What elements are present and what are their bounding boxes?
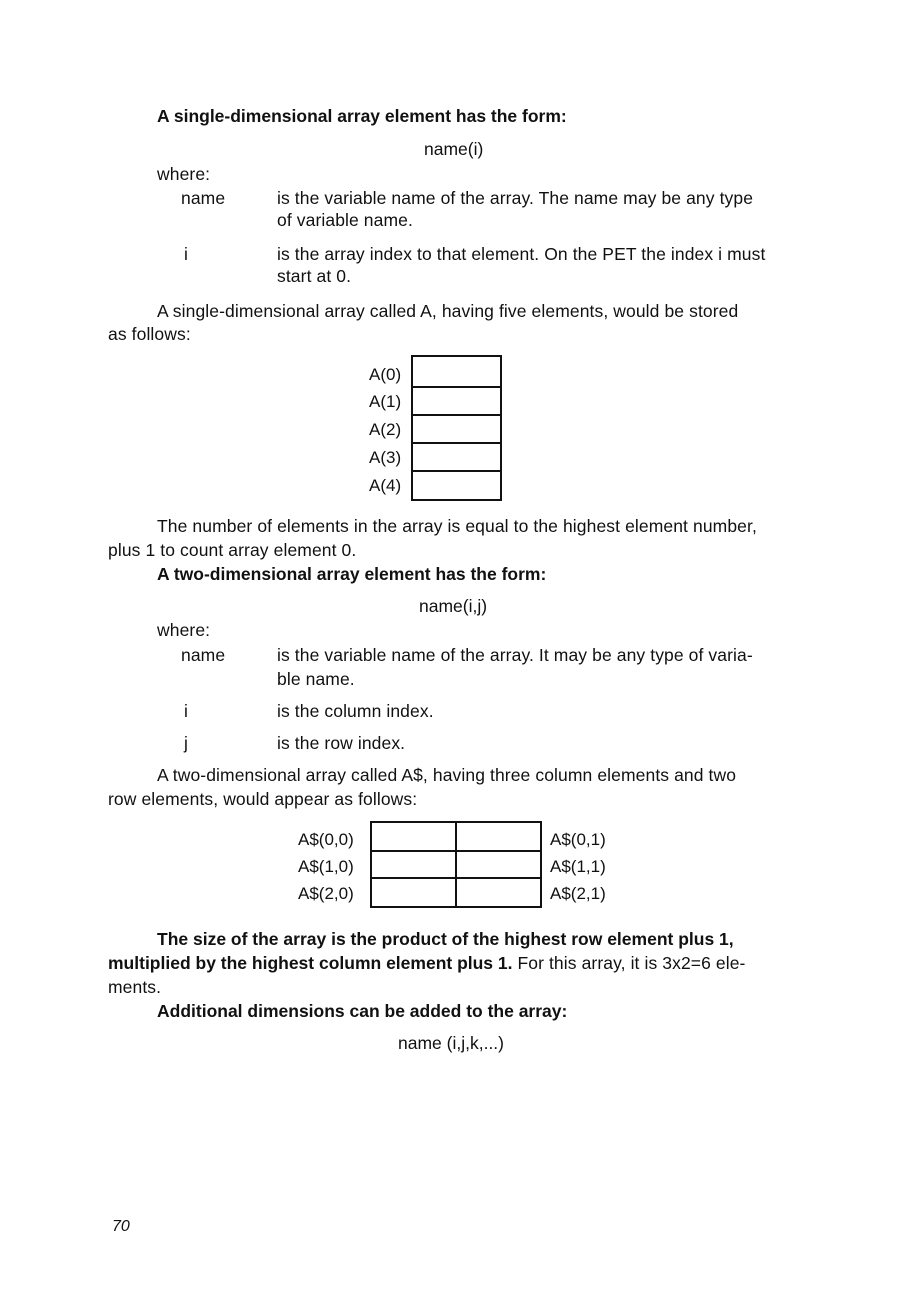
paragraph-single-line2: as follows:: [108, 324, 191, 344]
array-divider: [455, 821, 457, 908]
array-divider: [411, 442, 502, 444]
paragraph-count-line1: The number of elements in the array is equal to the highest element number,: [157, 516, 757, 536]
array-label-right-0: A$(0,1): [550, 830, 606, 849]
array-label-a0: A(0): [369, 365, 402, 384]
array-label-a3: A(3): [369, 448, 402, 467]
heading-two-dim: A two-dimensional array element has the form:: [157, 564, 547, 584]
def-desc-i-2: is the column index.: [277, 701, 434, 721]
heading-single-dim: A single-dimensional array element has the form:: [157, 106, 567, 126]
def-term-name-1: name: [181, 188, 226, 208]
def-desc-name-2-line1: is the variable name of the array. It may be any type of varia-: [277, 645, 753, 665]
def-desc-name-2-line2: ble name.: [277, 669, 355, 689]
paragraph-two-line1: A two-dimensional array called A$, having three column elements and two: [157, 765, 737, 785]
def-desc-name-1-line1: is the variable name of the array. The name may be any type: [277, 188, 754, 208]
def-term-j-2: j: [184, 733, 188, 753]
array-label-a2: A(2): [369, 420, 402, 439]
page-number: 70: [112, 1218, 130, 1235]
array-divider: [411, 470, 502, 472]
paragraph-count-line2: plus 1 to count array element 0.: [108, 540, 357, 560]
array-label-a1: A(1): [369, 392, 402, 411]
def-desc-i-1-line1: is the array index to that element. On the PET the index i must: [277, 244, 766, 264]
formula-two: name(i,j): [419, 596, 488, 616]
where-label-2: where:: [157, 620, 211, 640]
def-term-i-1: i: [184, 244, 188, 264]
formula-multi: name (i,j,k,...): [398, 1033, 504, 1053]
formula-single: name(i): [424, 139, 484, 159]
array-label-left-2: A$(2,0): [298, 884, 354, 903]
paragraph-two-line2: row elements, would appear as follows:: [108, 789, 418, 809]
array-label-left-0: A$(0,0): [298, 830, 354, 849]
def-term-i-2: i: [184, 701, 188, 721]
def-desc-name-1-line2: of variable name.: [277, 210, 413, 230]
array-divider: [411, 386, 502, 388]
size-statement-bold: multiplied by the highest column element plus 1.: [108, 953, 513, 973]
size-statement-normal: For this array, it is 3x2=6 ele-: [512, 953, 746, 973]
def-term-name-2: name: [181, 645, 226, 665]
size-statement-line3: ments.: [108, 977, 162, 997]
size-statement-line1: The size of the array is the product of the highest row element plus 1,: [157, 929, 734, 949]
heading-additional-dims: Additional dimensions can be added to the array:: [157, 1001, 568, 1021]
paragraph-single-line1: A single-dimensional array called A, having five elements, would be stored: [157, 301, 739, 321]
array-label-left-1: A$(1,0): [298, 857, 354, 876]
array-label-right-2: A$(2,1): [550, 884, 606, 903]
array-label-a4: A(4): [369, 476, 402, 495]
array-label-right-1: A$(1,1): [550, 857, 606, 876]
def-desc-i-1-line2: start at 0.: [277, 266, 352, 286]
where-label-1: where:: [157, 164, 211, 184]
size-statement-line2: [108, 953, 746, 974]
def-desc-j-2: is the row index.: [277, 733, 406, 753]
array-divider: [411, 414, 502, 416]
array-box-single: [411, 355, 502, 501]
